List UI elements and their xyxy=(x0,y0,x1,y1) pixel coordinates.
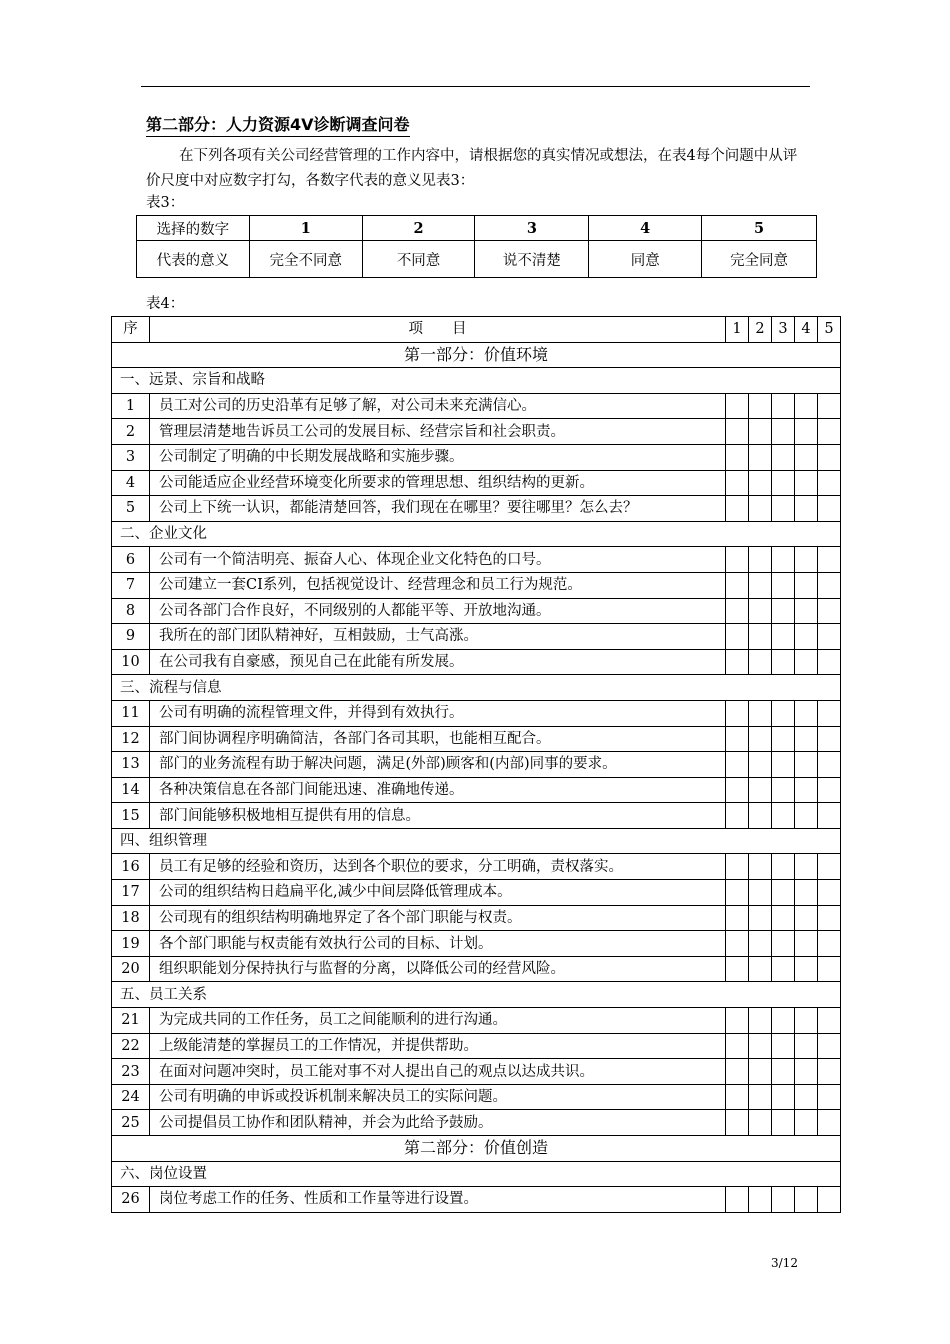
question-text: 公司提倡员工协作和团队精神，并会为此给予鼓励。 xyxy=(150,1110,726,1136)
rating-cell-3[interactable] xyxy=(772,496,795,522)
question-text: 管理层清楚地告诉员工公司的发展目标、经营宗旨和社会职责。 xyxy=(150,419,726,445)
part-heading: 第一部分：价值环境 xyxy=(112,342,841,368)
rating-cell-4[interactable] xyxy=(795,649,818,675)
question-row xyxy=(112,624,841,650)
question-number: 5 xyxy=(112,496,150,522)
rating-cell-5[interactable] xyxy=(818,905,841,931)
rating-cell-2[interactable] xyxy=(749,700,772,726)
rating-cell-2[interactable] xyxy=(749,1059,772,1085)
rating-cell-1[interactable] xyxy=(726,777,749,803)
part-heading: 第二部分：价值创造 xyxy=(112,1136,841,1162)
rating-cell-3[interactable] xyxy=(772,572,795,598)
rating-cell-3[interactable] xyxy=(772,1084,795,1110)
rating-cell-5[interactable] xyxy=(818,1033,841,1059)
rating-cell-4[interactable] xyxy=(795,1059,818,1085)
question-text: 上级能清楚的掌握员工的工作情况，并提供帮助。 xyxy=(150,1033,726,1059)
rating-cell-1[interactable] xyxy=(726,854,749,880)
question-row xyxy=(112,1059,841,1085)
question-row xyxy=(112,726,841,752)
question-row xyxy=(112,1033,841,1059)
rating-cell-5[interactable] xyxy=(818,547,841,573)
rating-cell-2[interactable] xyxy=(749,419,772,445)
question-number: 19 xyxy=(112,931,150,957)
rating-cell-3[interactable] xyxy=(772,598,795,624)
question-text: 公司有明确的流程管理文件，并得到有效执行。 xyxy=(150,700,726,726)
question-text: 公司制定了明确的中长期发展战略和实施步骤。 xyxy=(150,444,726,470)
question-number: 3 xyxy=(112,444,150,470)
rating-cell-1[interactable] xyxy=(726,880,749,906)
question-row xyxy=(112,444,841,470)
rating-cell-1[interactable] xyxy=(726,956,749,982)
rating-cell-2[interactable] xyxy=(749,624,772,650)
rating-cell-5[interactable] xyxy=(818,803,841,829)
question-number: 20 xyxy=(112,956,150,982)
question-number: 15 xyxy=(112,803,150,829)
category-heading: 四、组织管理 xyxy=(112,828,841,854)
rating-cell-3[interactable] xyxy=(772,624,795,650)
rating-cell-3[interactable] xyxy=(772,1110,795,1136)
rating-cell-4[interactable] xyxy=(795,419,818,445)
rating-cell-1[interactable] xyxy=(726,572,749,598)
rating-cell-4[interactable] xyxy=(795,1008,818,1034)
question-text: 公司现有的组织结构明确地界定了各个部门职能与权责。 xyxy=(150,905,726,931)
rating-cell-4[interactable] xyxy=(795,1110,818,1136)
rating-cell-2[interactable] xyxy=(749,572,772,598)
rating-cell-2[interactable] xyxy=(749,444,772,470)
rating-cell-5[interactable] xyxy=(818,880,841,906)
rating-cell-5[interactable] xyxy=(818,444,841,470)
category-heading: 五、员工关系 xyxy=(112,982,841,1008)
question-number: 4 xyxy=(112,470,150,496)
question-text: 公司的组织结构日趋扁平化,减少中间层降低管理成本。 xyxy=(150,880,726,906)
category-heading: 六、岗位设置 xyxy=(112,1161,841,1187)
question-text: 员工有足够的经验和资历，达到各个职位的要求，分工明确，责权落实。 xyxy=(150,854,726,880)
question-number: 13 xyxy=(112,752,150,778)
rating-cell-3[interactable] xyxy=(772,726,795,752)
rating-cell-1[interactable] xyxy=(726,1008,749,1034)
rating-cell-2[interactable] xyxy=(749,1110,772,1136)
rating-cell-2[interactable] xyxy=(749,1033,772,1059)
question-number: 23 xyxy=(112,1059,150,1085)
rating-cell-4[interactable] xyxy=(795,931,818,957)
scale-header: 3 xyxy=(772,317,795,343)
question-text: 员工对公司的历史沿革有足够了解，对公司未来充满信心。 xyxy=(150,393,726,419)
rating-cell-1[interactable] xyxy=(726,700,749,726)
rating-cell-5[interactable] xyxy=(818,572,841,598)
rating-cell-3[interactable] xyxy=(772,1033,795,1059)
rating-cell-3[interactable] xyxy=(772,444,795,470)
question-number: 7 xyxy=(112,572,150,598)
question-row xyxy=(112,803,841,829)
question-number: 9 xyxy=(112,624,150,650)
question-number: 18 xyxy=(112,905,150,931)
rating-cell-1[interactable] xyxy=(726,649,749,675)
question-row xyxy=(112,1187,841,1213)
rating-cell-1[interactable] xyxy=(726,624,749,650)
question-text: 部门间协调程序明确简洁，各部门各司其职，也能相互配合。 xyxy=(150,726,726,752)
rating-cell-1[interactable] xyxy=(726,1187,749,1213)
header-rule xyxy=(141,86,810,87)
rating-cell-4[interactable] xyxy=(795,880,818,906)
question-number: 17 xyxy=(112,880,150,906)
rating-cell-4[interactable] xyxy=(795,777,818,803)
rating-cell-3[interactable] xyxy=(772,393,795,419)
rating-cell-5[interactable] xyxy=(818,598,841,624)
rating-cell-2[interactable] xyxy=(749,470,772,496)
scale-header: 5 xyxy=(818,317,841,343)
rating-cell-2[interactable] xyxy=(749,803,772,829)
rating-cell-3[interactable] xyxy=(772,470,795,496)
rating-cell-3[interactable] xyxy=(772,547,795,573)
question-text: 各个部门职能与权责能有效执行公司的目标、计划。 xyxy=(150,931,726,957)
question-text: 部门的业务流程有助于解决问题，满足(外部)顾客和(内部)同事的要求。 xyxy=(150,752,726,778)
question-row xyxy=(112,649,841,675)
rating-cell-3[interactable] xyxy=(772,854,795,880)
rating-cell-4[interactable] xyxy=(795,854,818,880)
question-row xyxy=(112,496,841,522)
scale-meaning: 完全同意 xyxy=(702,241,817,278)
scale-number-label: 选择的数字 xyxy=(137,216,250,241)
question-number: 14 xyxy=(112,777,150,803)
question-row xyxy=(112,956,841,982)
scale-header: 4 xyxy=(795,317,818,343)
rating-cell-2[interactable] xyxy=(749,496,772,522)
category-row xyxy=(112,982,841,1008)
rating-cell-1[interactable] xyxy=(726,931,749,957)
rating-cell-4[interactable] xyxy=(795,1084,818,1110)
question-text: 部门间能够积极地相互提供有用的信息。 xyxy=(150,803,726,829)
rating-cell-1[interactable] xyxy=(726,1033,749,1059)
category-heading: 一、远景、宗旨和战略 xyxy=(112,368,841,394)
question-row xyxy=(112,905,841,931)
question-text: 我所在的部门团队精神好，互相鼓励，士气高涨。 xyxy=(150,624,726,650)
rating-cell-2[interactable] xyxy=(749,1187,772,1213)
question-row xyxy=(112,1110,841,1136)
rating-cell-5[interactable] xyxy=(818,1008,841,1034)
rating-cell-4[interactable] xyxy=(795,1033,818,1059)
question-text: 组织职能划分保持执行与监督的分离，以降低公司的经营风险。 xyxy=(150,956,726,982)
rating-cell-3[interactable] xyxy=(772,752,795,778)
scale-meaning-label: 代表的意义 xyxy=(137,241,250,278)
question-number: 21 xyxy=(112,1008,150,1034)
question-number: 25 xyxy=(112,1110,150,1136)
question-text: 公司建立一套CI系列，包括视觉设计、经营理念和员工行为规范。 xyxy=(150,572,726,598)
category-heading: 二、企业文化 xyxy=(112,521,841,547)
question-number: 24 xyxy=(112,1084,150,1110)
category-row xyxy=(112,1161,841,1187)
rating-cell-5[interactable] xyxy=(818,496,841,522)
rating-cell-1[interactable] xyxy=(726,1110,749,1136)
rating-cell-3[interactable] xyxy=(772,700,795,726)
question-row xyxy=(112,1084,841,1110)
question-text: 岗位考虑工作的任务、性质和工作量等进行设置。 xyxy=(150,1187,726,1213)
scale-meaning: 同意 xyxy=(589,241,702,278)
rating-cell-2[interactable] xyxy=(749,752,772,778)
rating-cell-2[interactable] xyxy=(749,649,772,675)
question-number: 1 xyxy=(112,393,150,419)
rating-cell-4[interactable] xyxy=(795,496,818,522)
rating-cell-4[interactable] xyxy=(795,752,818,778)
rating-cell-4[interactable] xyxy=(795,393,818,419)
rating-cell-3[interactable] xyxy=(772,419,795,445)
question-text: 各种决策信息在各部门间能迅速、准确地传递。 xyxy=(150,777,726,803)
rating-cell-3[interactable] xyxy=(772,649,795,675)
rating-cell-4[interactable] xyxy=(795,726,818,752)
question-text: 公司有一个简洁明亮、振奋人心、体现企业文化特色的口号。 xyxy=(150,547,726,573)
question-text: 公司有明确的申诉或投诉机制来解决员工的实际问题。 xyxy=(150,1084,726,1110)
scale-meaning: 说不清楚 xyxy=(475,241,589,278)
question-text: 在面对问题冲突时，员工能对事不对人提出自己的观点以达成共识。 xyxy=(150,1059,726,1085)
rating-cell-2[interactable] xyxy=(749,598,772,624)
rating-cell-3[interactable] xyxy=(772,803,795,829)
rating-cell-5[interactable] xyxy=(818,931,841,957)
rating-cell-3[interactable] xyxy=(772,1059,795,1085)
rating-cell-2[interactable] xyxy=(749,726,772,752)
question-text: 公司能适应企业经营环境变化所要求的管理思想、组织结构的更新。 xyxy=(150,470,726,496)
rating-cell-5[interactable] xyxy=(818,777,841,803)
rating-cell-5[interactable] xyxy=(818,956,841,982)
rating-cell-2[interactable] xyxy=(749,956,772,982)
category-row xyxy=(112,675,841,701)
question-row xyxy=(112,572,841,598)
question-number: 6 xyxy=(112,547,150,573)
question-row xyxy=(112,752,841,778)
part-row xyxy=(112,342,841,368)
rating-cell-1[interactable] xyxy=(726,547,749,573)
rating-cell-4[interactable] xyxy=(795,956,818,982)
rating-cell-1[interactable] xyxy=(726,444,749,470)
question-number: 2 xyxy=(112,419,150,445)
rating-cell-5[interactable] xyxy=(818,1110,841,1136)
rating-cell-1[interactable] xyxy=(726,598,749,624)
rating-cell-1[interactable] xyxy=(726,1084,749,1110)
rating-cell-4[interactable] xyxy=(795,624,818,650)
question-text: 为完成共同的工作任务，员工之间能顺利的进行沟通。 xyxy=(150,1008,726,1034)
part-row xyxy=(112,1136,841,1162)
rating-cell-2[interactable] xyxy=(749,1084,772,1110)
question-number: 26 xyxy=(112,1187,150,1213)
rating-cell-1[interactable] xyxy=(726,1059,749,1085)
scale-header: 1 xyxy=(726,317,749,343)
rating-cell-5[interactable] xyxy=(818,726,841,752)
rating-scale-table xyxy=(136,215,817,278)
rating-cell-2[interactable] xyxy=(749,777,772,803)
questionnaire-table xyxy=(111,316,841,1213)
question-row xyxy=(112,393,841,419)
question-row xyxy=(112,854,841,880)
rating-cell-1[interactable] xyxy=(726,470,749,496)
rating-cell-5[interactable] xyxy=(818,624,841,650)
rating-cell-4[interactable] xyxy=(795,444,818,470)
scale-meaning: 完全不同意 xyxy=(249,241,362,278)
rating-cell-1[interactable] xyxy=(726,803,749,829)
rating-cell-5[interactable] xyxy=(818,1084,841,1110)
category-row xyxy=(112,368,841,394)
scale-number: 3 xyxy=(475,216,589,241)
item-header: 项 目 xyxy=(150,317,726,343)
scale-number: 2 xyxy=(362,216,475,241)
question-row xyxy=(112,700,841,726)
rating-cell-3[interactable] xyxy=(772,1008,795,1034)
rating-cell-3[interactable] xyxy=(772,931,795,957)
rating-cell-1[interactable] xyxy=(726,419,749,445)
rating-cell-4[interactable] xyxy=(795,572,818,598)
rating-cell-1[interactable] xyxy=(726,496,749,522)
scale-number: 4 xyxy=(589,216,702,241)
question-row xyxy=(112,470,841,496)
rating-cell-2[interactable] xyxy=(749,905,772,931)
rating-cell-2[interactable] xyxy=(749,547,772,573)
question-text: 在公司我有自豪感，预见自己在此能有所发展。 xyxy=(150,649,726,675)
question-row xyxy=(112,598,841,624)
rating-cell-2[interactable] xyxy=(749,854,772,880)
rating-cell-5[interactable] xyxy=(818,470,841,496)
rating-cell-4[interactable] xyxy=(795,598,818,624)
question-row xyxy=(112,931,841,957)
rating-cell-5[interactable] xyxy=(818,419,841,445)
question-text: 公司各部门合作良好，不同级别的人都能平等、开放地沟通。 xyxy=(150,598,726,624)
rating-cell-4[interactable] xyxy=(795,905,818,931)
section-heading: 第二部分：人力资源4V诊断调查问卷 xyxy=(146,115,410,137)
rating-cell-4[interactable] xyxy=(795,803,818,829)
rating-cell-4[interactable] xyxy=(795,470,818,496)
scale-header: 2 xyxy=(749,317,772,343)
question-row xyxy=(112,1008,841,1034)
rating-cell-5[interactable] xyxy=(818,854,841,880)
rating-cell-2[interactable] xyxy=(749,1008,772,1034)
rating-cell-5[interactable] xyxy=(818,752,841,778)
question-row xyxy=(112,880,841,906)
question-row xyxy=(112,419,841,445)
rating-cell-3[interactable] xyxy=(772,777,795,803)
scale-meaning: 不同意 xyxy=(362,241,475,278)
rating-cell-3[interactable] xyxy=(772,1187,795,1213)
category-row xyxy=(112,521,841,547)
rating-cell-5[interactable] xyxy=(818,649,841,675)
question-row xyxy=(112,777,841,803)
scale-number: 1 xyxy=(249,216,362,241)
rating-cell-1[interactable] xyxy=(726,905,749,931)
rating-cell-4[interactable] xyxy=(795,1187,818,1213)
scale-number: 5 xyxy=(702,216,817,241)
question-row xyxy=(112,547,841,573)
rating-cell-2[interactable] xyxy=(749,931,772,957)
category-heading: 三、流程与信息 xyxy=(112,675,841,701)
rating-cell-3[interactable] xyxy=(772,880,795,906)
question-number: 11 xyxy=(112,700,150,726)
table4-caption: 表4： xyxy=(146,296,185,312)
rating-cell-2[interactable] xyxy=(749,880,772,906)
question-number: 12 xyxy=(112,726,150,752)
rating-cell-5[interactable] xyxy=(818,393,841,419)
rating-cell-1[interactable] xyxy=(726,752,749,778)
rating-cell-5[interactable] xyxy=(818,700,841,726)
rating-cell-2[interactable] xyxy=(749,393,772,419)
category-row xyxy=(112,828,841,854)
rating-cell-4[interactable] xyxy=(795,700,818,726)
question-number: 16 xyxy=(112,854,150,880)
seq-header: 序 xyxy=(112,317,150,343)
question-number: 8 xyxy=(112,598,150,624)
rating-cell-1[interactable] xyxy=(726,726,749,752)
question-number: 22 xyxy=(112,1033,150,1059)
rating-cell-3[interactable] xyxy=(772,905,795,931)
rating-cell-3[interactable] xyxy=(772,956,795,982)
table3-caption: 表3： xyxy=(146,195,185,211)
intro-paragraph: 在下列各项有关公司经营管理的工作内容中，请根据您的真实情况或想法，在表4每个问题中从评价尺度中对应数字打勾，各数字代表的意义见表3： xyxy=(146,148,798,189)
rating-cell-5[interactable] xyxy=(818,1187,841,1213)
page-number: 3/12 xyxy=(771,1256,798,1270)
question-text: 公司上下统一认识，都能清楚回答，我们现在在哪里？要往哪里？怎么去？ xyxy=(150,496,726,522)
rating-cell-1[interactable] xyxy=(726,393,749,419)
rating-cell-5[interactable] xyxy=(818,1059,841,1085)
rating-cell-4[interactable] xyxy=(795,547,818,573)
question-number: 10 xyxy=(112,649,150,675)
